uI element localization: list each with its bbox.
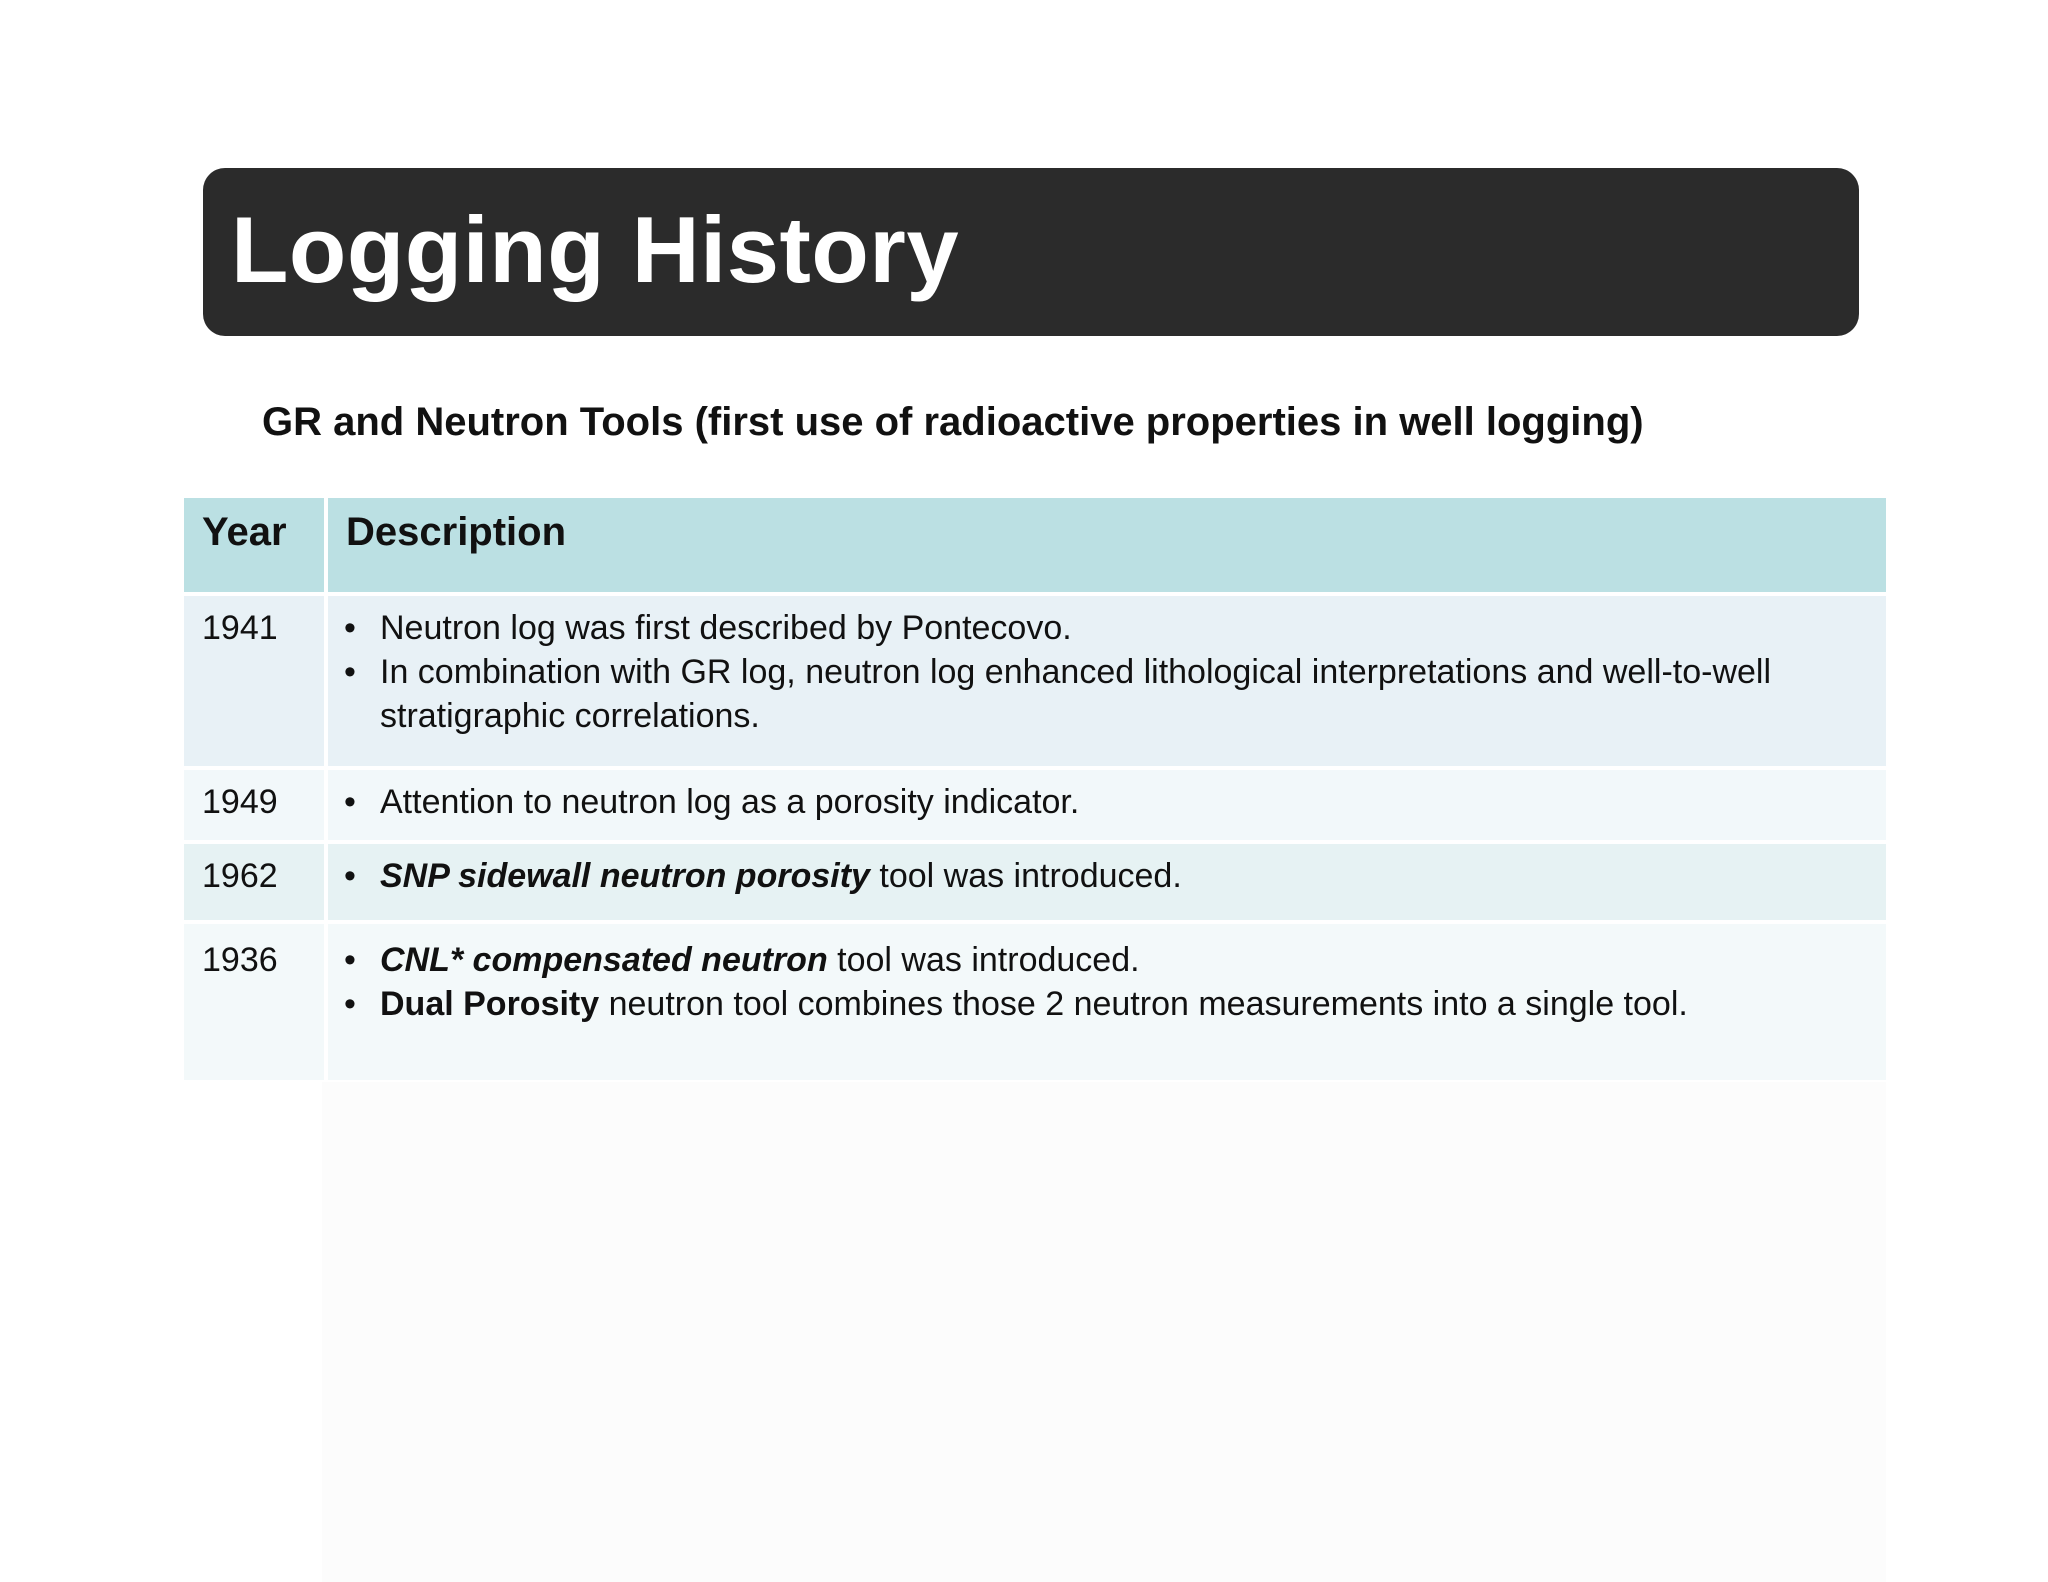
bullet-text: Neutron log was first described by Pontecovo. [380, 609, 1072, 647]
tool-name-emphasis: CNL* compensated neutron [380, 941, 828, 979]
description-cell [324, 920, 1886, 1080]
bullet-list [344, 780, 1886, 824]
year-cell: 1936 [184, 920, 324, 1080]
bullet-list [344, 938, 1886, 1026]
description-column-header: Description [324, 498, 1886, 592]
year-cell: 1962 [184, 840, 324, 920]
bullet-marker: • [344, 857, 356, 895]
section-subtitle: GR and Neutron Tools (first use of radioactive properties in well logging) [262, 400, 1644, 444]
bullet-item [344, 606, 1886, 650]
year-column-header: Year [184, 498, 324, 592]
table-row [184, 766, 1886, 840]
bullet-text: tool was introduced. [827, 941, 1140, 979]
year-cell: 1941 [184, 592, 324, 766]
history-table [184, 498, 1886, 1080]
bullet-item [344, 982, 1886, 1026]
tool-name-bold: Dual Porosity [380, 985, 600, 1023]
bullet-text: Attention to neutron log as a porosity indicator. [380, 783, 1080, 821]
bullet-text: In combination with GR log, neutron log enhanced lithological interpretations and well-to-well stratigraphic correlations. [380, 653, 1772, 735]
bullet-list [344, 606, 1886, 738]
bullet-marker: • [344, 985, 356, 1023]
bullet-text: neutron tool combines those 2 neutron measurements into a single tool. [599, 985, 1688, 1023]
description-cell [324, 840, 1886, 920]
page-title: Logging History [231, 197, 960, 302]
bullet-marker: • [344, 609, 356, 647]
bullet-text: tool was introduced. [869, 857, 1182, 895]
year-cell: 1949 [184, 766, 324, 840]
bullet-item [344, 938, 1886, 982]
bullet-marker: • [344, 941, 356, 979]
bullet-marker: • [344, 653, 356, 691]
table-row [184, 920, 1886, 1080]
bullet-list [344, 854, 1886, 898]
table-row [184, 840, 1886, 920]
table-row [184, 592, 1886, 766]
bullet-item [344, 780, 1886, 824]
table-header-row [184, 498, 1886, 592]
description-cell [324, 766, 1886, 840]
description-cell [324, 592, 1886, 766]
background-panel [322, 1082, 1886, 1582]
title-banner [203, 168, 1859, 336]
bullet-item [344, 650, 1886, 738]
tool-name-emphasis: SNP sidewall neutron porosity [380, 857, 870, 895]
bullet-item [344, 854, 1886, 898]
bullet-marker: • [344, 783, 356, 821]
